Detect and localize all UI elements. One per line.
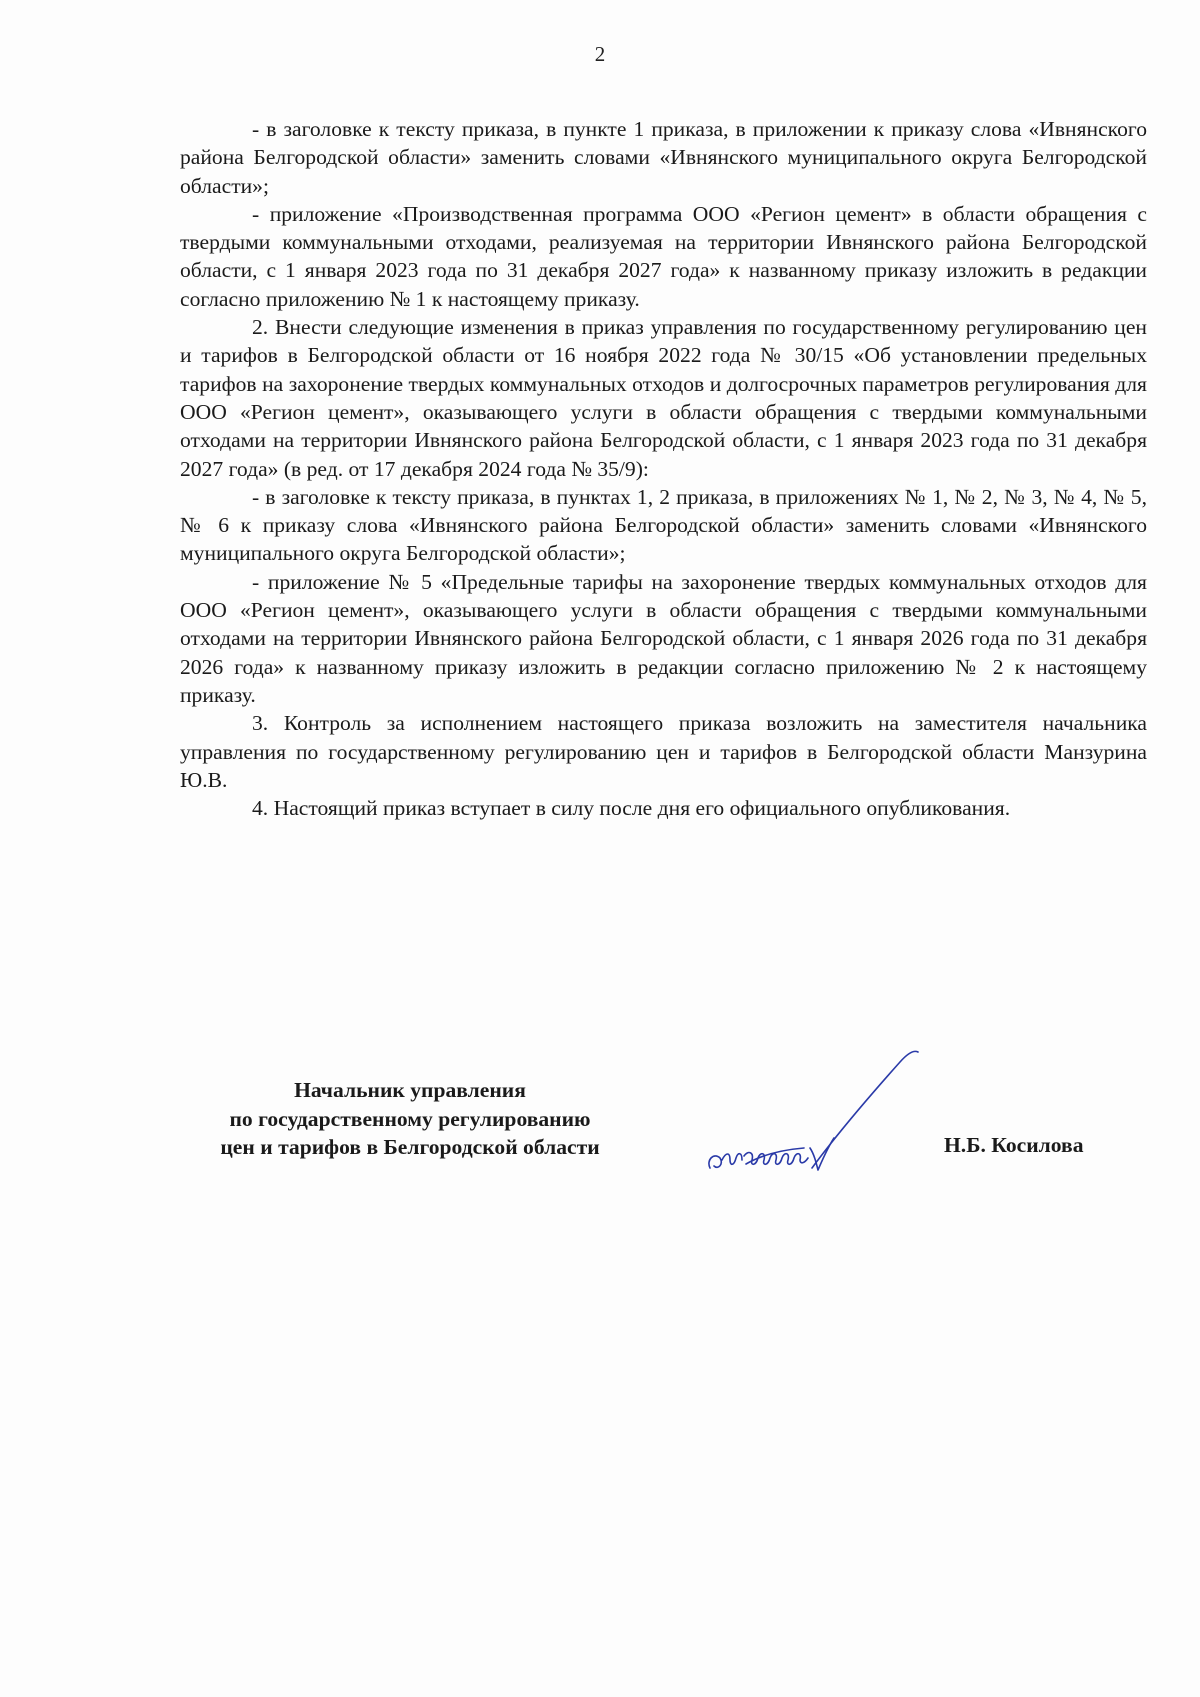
paragraph: 4. Настоящий приказ вступает в силу после дня его официального опубликования. [252, 796, 1011, 821]
paragraph: 2. Внести следующие изменения в приказ управления по государственному регулированию цен и тарифов в Белгородской области от 16 ноября 2022 года № 30/15 «Об установлении предельных тарифов на захоронение твердых коммунальных отходов и долгосрочных параметров регулирования для ООО «Регион цемент», оказывающего услуги в области обращения с твердыми коммунальными отходами на территории Ивнянского района Белгородской области, с 1 января 2023 года по 31 декабря 2027 года» (в ред. от 17 декабря 2024 года № 35/9): [180, 315, 1147, 481]
paragraph: - в заголовке к тексту приказа, в пунктах 1, 2 приказа, в приложениях № 1, № 2, № 3, № 4, № 5, № 6 к приказу слова «Ивнянского района Белгородской области» заменить словами «Ивнянского муниципального округа Белгородской области»; [180, 484, 1147, 566]
signatory-title-line: Начальник управления [294, 1078, 526, 1102]
signature-stroke [812, 1051, 918, 1168]
paragraph: - в заголовке к тексту приказа, в пункте 1 приказа, в приложении к приказу слова «Ивнянского района Белгородской области» заменить словами «Ивнянского муниципального округа Белгородской области»; [180, 117, 1147, 198]
page-number: 2 [594, 42, 606, 66]
signatory-title [170, 1076, 650, 1162]
signature-stroke [709, 1153, 808, 1168]
handwritten-signature [700, 1020, 1000, 1180]
signature-block [0, 1076, 1200, 1186]
signatory-title-line: цен и тарифов в Белгородской области [220, 1135, 600, 1159]
paragraph: 3. Контроль за исполнением настоящего приказа возложить на заместителя начальника управления по государственному регулированию цен и тарифов в Белгородской области Манзурина Ю.В. [180, 711, 1147, 792]
signatory-title-line: по государственному регулированию [229, 1106, 591, 1131]
paragraph: - приложение № 5 «Предельные тарифы на захоронение твердых коммунальных отходов для ООО «Регион цемент», оказывающего услуги в области обращения с твердыми коммунальными отходами на территории Ивнянского района Белгородской области, с 1 января 2026 года по 31 декабря 2026 года» к названному приказу изложить в редакции согласно приложению № 2 к настоящему приказу. [180, 569, 1147, 707]
signatory-name: Н.Б. Косилова [944, 1133, 1084, 1157]
paragraph: - приложение «Производственная программа ООО «Регион цемент» в области обращения с твердыми коммунальными отходами, реализуемая на территории Ивнянского района Белгородской области, с 1 января 2023 года по 31 декабря 2027 года» к названному приказу изложить в редакции согласно приложению № 1 к настоящему приказу. [180, 201, 1147, 311]
document-body [180, 115, 1147, 822]
